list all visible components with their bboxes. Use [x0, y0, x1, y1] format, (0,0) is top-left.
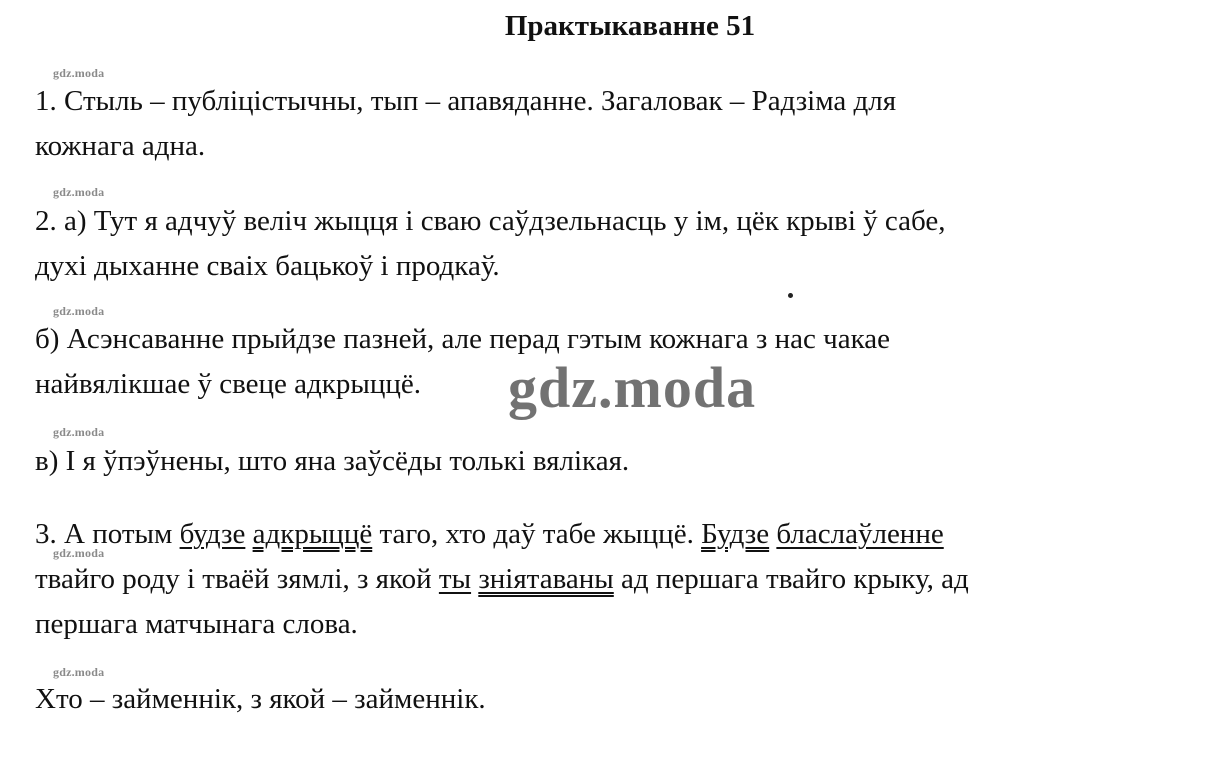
- paragraph-3-line-1: [35, 512, 1195, 560]
- paragraph-3-line-2-post: ад першага твайго крыку, ад: [613, 563, 969, 595]
- watermark-small: gdz.moda: [53, 304, 105, 318]
- underlined-word-budze-2: Будзе: [701, 518, 770, 550]
- paragraph-3: [35, 512, 1195, 647]
- underlined-word-blaslaulenne: бласлаўленне: [776, 518, 944, 550]
- paragraph-2c: [35, 439, 1195, 484]
- paragraph-1-line-2: кожнага адна.: [35, 130, 206, 162]
- paragraph-2a-line-2: духі дыханне сваіх бацькоў і продкаў.: [35, 250, 500, 282]
- underlined-word-budze: будзе: [179, 518, 246, 550]
- paragraph-1-line-1: 1. Стыль – публіцістычны, тып – апавяданне. Загаловак – Радзіма для: [35, 85, 897, 117]
- paragraph-2b-line-2: найвялікшае ў свеце адкрыццё.: [35, 368, 422, 400]
- paragraph-2a-line-1: 2. а) Тут я адчуў веліч жыцця і сваю саўдзельнасць у ім, цёк крыві ў сабе,: [35, 205, 946, 237]
- paragraph-2c-line-1: в) І я ўпэўнены, што яна заўсёды толькі вялікая.: [35, 445, 630, 477]
- underlined-word-znitavany: зніятаваны: [478, 563, 614, 595]
- paragraph-4-line-1: Хто – займеннік, з якой – займеннік.: [35, 683, 486, 715]
- paragraph-2a: [35, 199, 1195, 289]
- paragraph-3-mid: таго, хто даў табе жыццё.: [372, 518, 702, 550]
- paragraph-2b-line-1: б) Асэнсаванне прыйдзе пазней, але перад гэтым кожнага з нас чакае: [35, 323, 890, 355]
- watermark-small: gdz.moda: [53, 185, 105, 199]
- stray-dot: [788, 293, 793, 298]
- underlined-word-ty: ты: [438, 563, 472, 595]
- watermark-small: gdz.moda: [53, 665, 105, 679]
- paragraph-4: [35, 677, 1195, 722]
- watermark-small: gdz.moda: [53, 425, 105, 439]
- paragraph-3-line-3: першага матчынага слова.: [35, 608, 358, 640]
- underlined-word-adkryccyo: адкрыццё: [252, 518, 373, 550]
- watermark-small: gdz.moda: [53, 66, 105, 80]
- watermark-logo: gdz.moda: [508, 355, 757, 420]
- paragraph-3-line-2: [35, 557, 1195, 602]
- paragraph-3-line-2-pre: твайго роду і тваёй зямлі, з якой: [35, 563, 439, 595]
- page-title: Практыкаванне 51: [504, 10, 756, 42]
- watermark-small: gdz.moda: [53, 546, 105, 560]
- paragraph-1: [35, 79, 1195, 169]
- paragraph-3-prefix: 3. А потым: [35, 518, 180, 550]
